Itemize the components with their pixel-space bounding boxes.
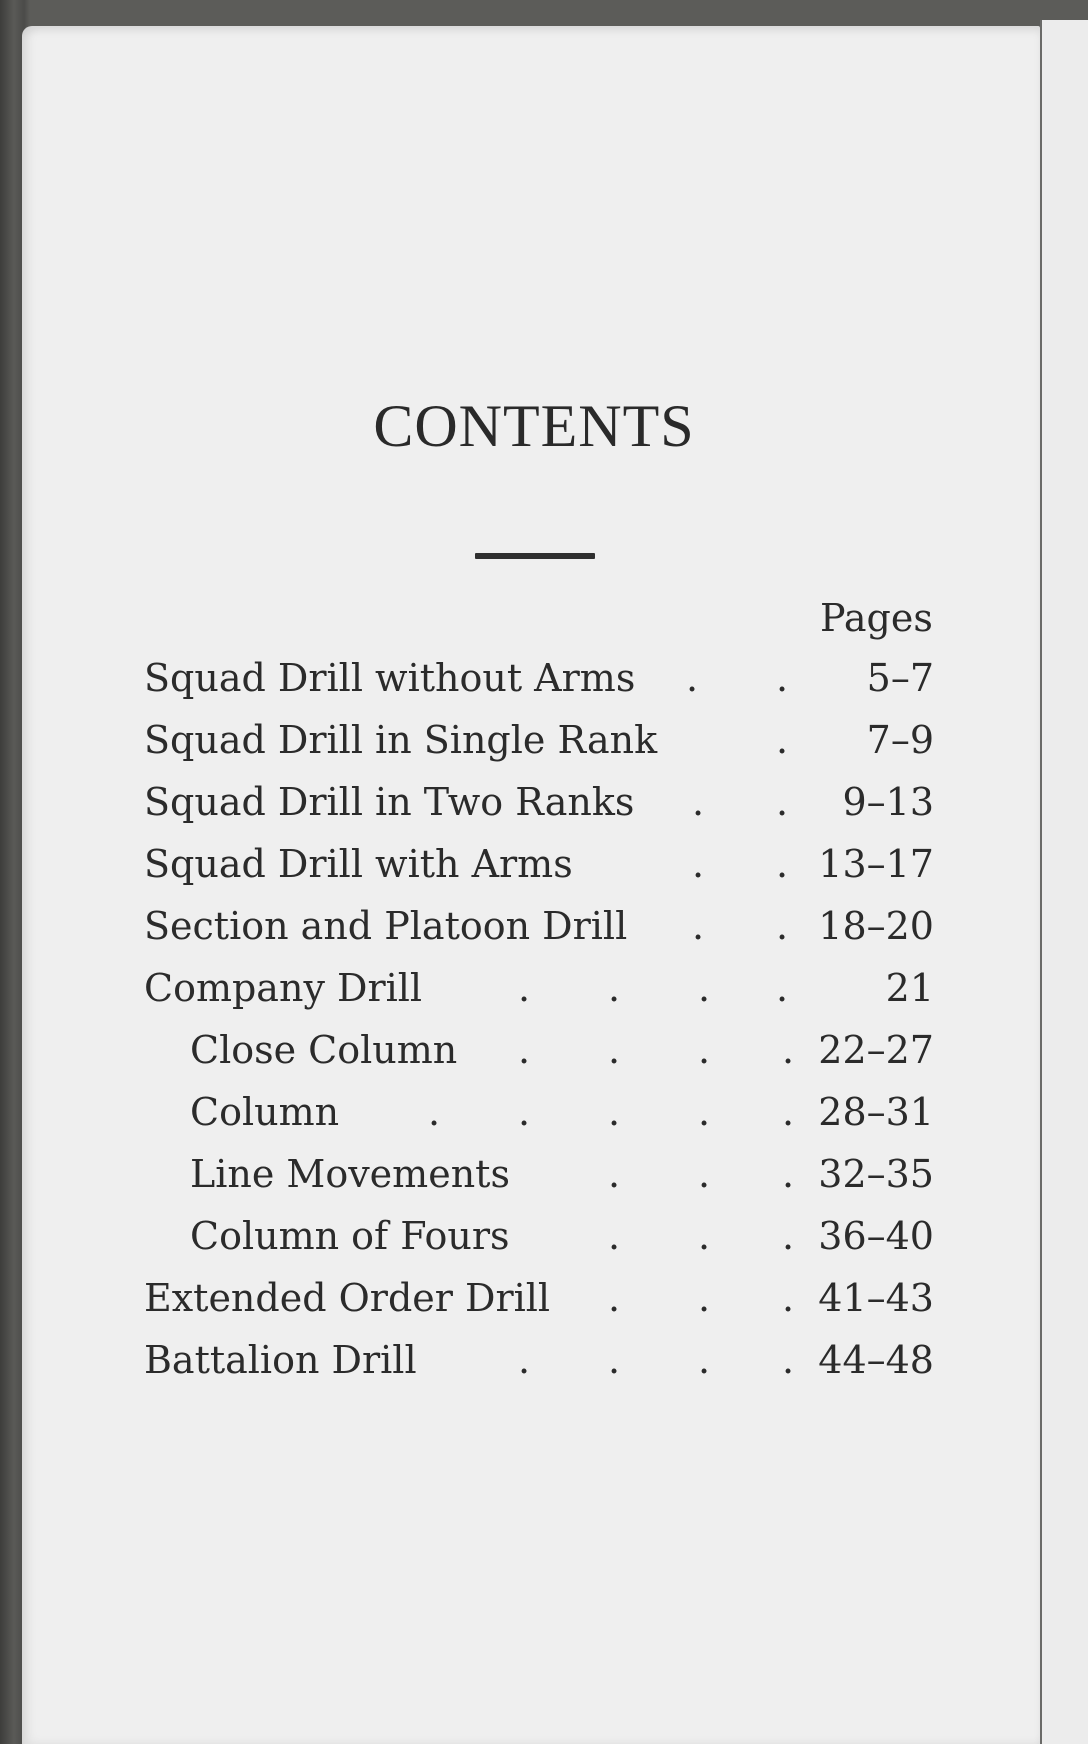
leader-dot: . xyxy=(517,1338,531,1382)
leader-dot: . xyxy=(697,1152,711,1196)
leader-dot: . xyxy=(517,1028,531,1072)
toc-entry-pages: 18–20 xyxy=(818,904,934,948)
leader-dot: . xyxy=(607,1028,621,1072)
toc-entry xyxy=(144,966,944,1022)
toc-entry-pages: 7–9 xyxy=(866,718,934,762)
toc-entry xyxy=(144,904,944,960)
leader-dot: . xyxy=(517,966,531,1010)
leader-dot: . xyxy=(775,718,789,762)
leader-dot: . xyxy=(781,1028,795,1072)
toc-entry xyxy=(144,1338,944,1394)
toc-entry-pages: 5–7 xyxy=(866,656,934,700)
leader-dot: . xyxy=(781,1214,795,1258)
title-rule xyxy=(475,553,595,559)
toc-entry-pages: 28–31 xyxy=(818,1090,934,1134)
leader-dot: . xyxy=(775,780,789,824)
leader-dot: . xyxy=(775,842,789,886)
leader-dot: . xyxy=(697,1090,711,1134)
leader-dot: . xyxy=(607,1276,621,1320)
leader-dot: . xyxy=(691,780,705,824)
leader-dot: . xyxy=(607,1214,621,1258)
toc-entry xyxy=(144,1028,944,1084)
toc-entry xyxy=(144,656,944,712)
toc-entry xyxy=(144,718,944,774)
leader-dot: . xyxy=(781,1338,795,1382)
toc-entry-pages: 41–43 xyxy=(818,1276,934,1320)
toc-entry-title: Line Movements xyxy=(190,1152,510,1196)
leader-dot: . xyxy=(607,1152,621,1196)
leader-dot: . xyxy=(781,1090,795,1134)
leader-dot: . xyxy=(775,904,789,948)
toc-entry xyxy=(144,842,944,898)
leader-dot: . xyxy=(781,1152,795,1196)
toc-entry-pages: 44–48 xyxy=(818,1338,934,1382)
toc-entry-pages: 13–17 xyxy=(818,842,934,886)
leader-dot: . xyxy=(517,1090,531,1134)
toc-entry-title: Squad Drill without Arms xyxy=(144,656,636,700)
toc-entry xyxy=(144,780,944,836)
leader-dot: . xyxy=(697,1028,711,1072)
leader-dot: . xyxy=(697,966,711,1010)
leader-dot: . xyxy=(697,1338,711,1382)
toc-entry-pages: 22–27 xyxy=(818,1028,934,1072)
toc-entry-pages: 9–13 xyxy=(842,780,934,824)
leader-dot: . xyxy=(607,1338,621,1382)
toc-entry-title: Section and Platoon Drill xyxy=(144,904,628,948)
toc-entry-title: Column xyxy=(190,1090,340,1134)
toc-entry-title: Company Drill xyxy=(144,966,423,1010)
leader-dot: . xyxy=(607,966,621,1010)
leader-dot: . xyxy=(781,1276,795,1320)
toc-entry xyxy=(144,1090,944,1146)
page-title: CONTENTS xyxy=(373,393,695,459)
leader-dot: . xyxy=(775,966,789,1010)
toc-entry xyxy=(144,1152,944,1208)
toc-entry xyxy=(144,1214,944,1270)
toc-entry-pages: 32–35 xyxy=(818,1152,934,1196)
toc-entry-pages: 36–40 xyxy=(818,1214,934,1258)
leader-dot: . xyxy=(691,904,705,948)
adjacent-page-edge xyxy=(1040,20,1088,1744)
toc-entry-title: Extended Order Drill xyxy=(144,1276,551,1320)
toc-entry-title: Squad Drill in Two Ranks xyxy=(144,780,635,824)
leader-dot: . xyxy=(685,656,699,700)
toc-entry-title: Close Column xyxy=(190,1028,458,1072)
leader-dot: . xyxy=(697,1276,711,1320)
toc-entry-title: Battalion Drill xyxy=(144,1338,417,1382)
toc-entry-title: Squad Drill in Single Rank xyxy=(144,718,658,762)
leader-dot: . xyxy=(691,842,705,886)
toc-entry-pages: 21 xyxy=(885,966,934,1010)
leader-dot: . xyxy=(775,656,789,700)
toc-entry-title: Squad Drill with Arms xyxy=(144,842,573,886)
leader-dot: . xyxy=(697,1214,711,1258)
toc-entry xyxy=(144,1276,944,1332)
leader-dot: . xyxy=(427,1090,441,1134)
pages-column-header: Pages xyxy=(820,596,933,640)
toc-entry-title: Column of Fours xyxy=(190,1214,510,1258)
leader-dot: . xyxy=(607,1090,621,1134)
